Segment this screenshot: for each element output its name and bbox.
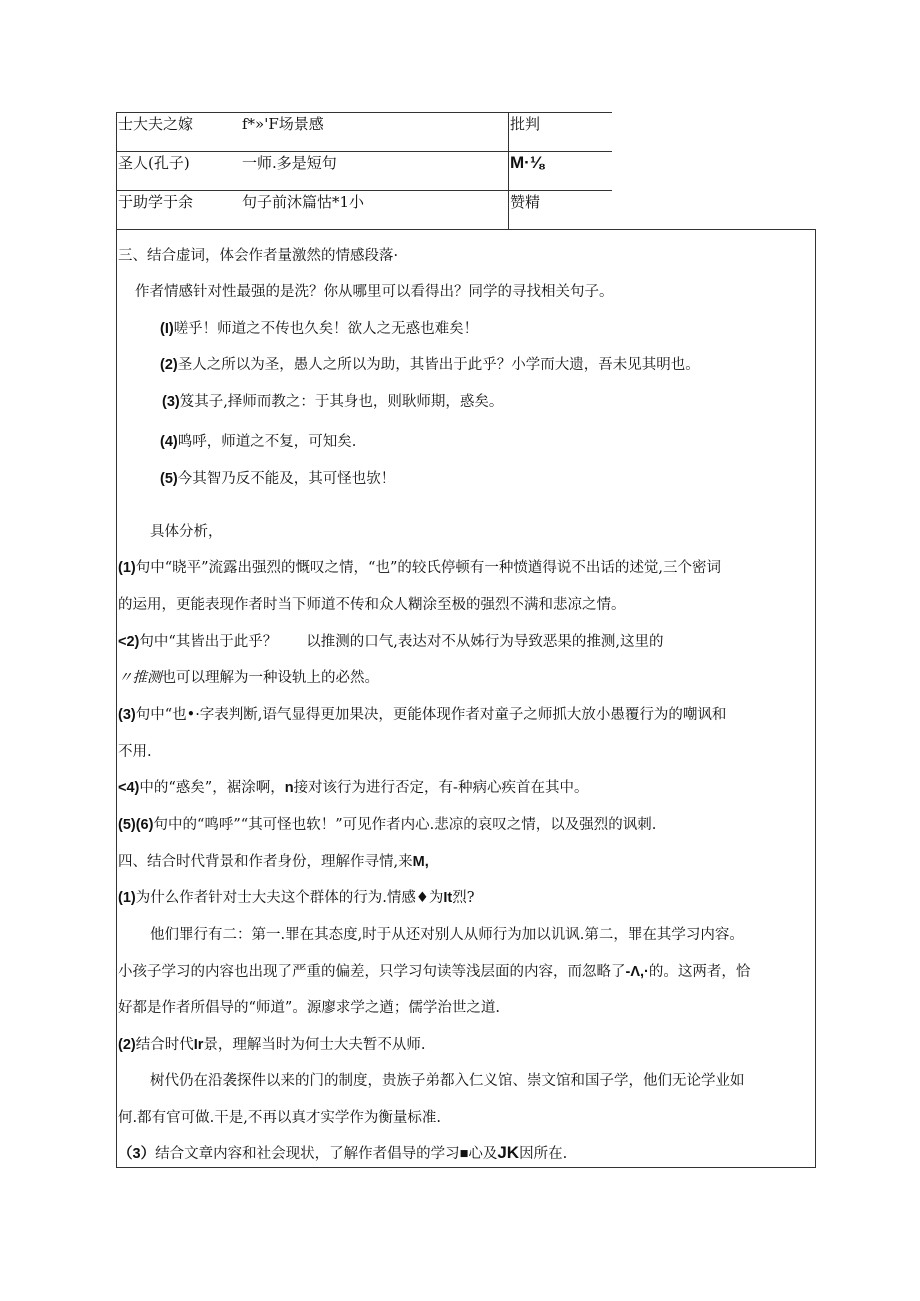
item-text: 嗟乎！师道之不传也久矣！欲人之无惑也难矣！ [173, 321, 479, 337]
item-number: (2) [118, 1037, 136, 1053]
paragraph: 好都是作者所倡导的“师道”。源廖求学之遒；儒学治世之道. [118, 1000, 500, 1016]
bold-text: -Λ,· [625, 964, 649, 980]
paragraph [118, 668, 379, 688]
item-text: 中的“惑矣”，裾涂啊， [139, 780, 285, 796]
table-cell: 一师.多是短句 [242, 154, 337, 172]
item-number: （3） [118, 1146, 156, 1162]
item-text: 句中的“鸣呼”“其可怪也软！”可见作者内心.悲凉的哀叹之情，以及强烈的讽刺. [153, 817, 657, 833]
item-text: 烈? [452, 890, 475, 906]
table-row [116, 151, 612, 190]
item-text: 结合文章内容和社会现状，了解作者倡导的学习 [155, 1146, 460, 1162]
item-number: (3) [118, 707, 136, 723]
summary-table [116, 112, 612, 229]
quote-item [160, 432, 356, 452]
item-text: 圣人之所以为圣，愚人之所以为助，其皆出于此乎？小学而大遗，吾未见其明也。 [177, 357, 700, 373]
bold-text: M, [412, 854, 429, 870]
table-cell: M·⅛ [510, 153, 544, 172]
item-text: 为什么作者针对士大夫这个群体的行为.情感♦为 [135, 890, 444, 906]
table-row [116, 112, 612, 151]
quote-item [160, 319, 478, 339]
quote-item [160, 355, 700, 375]
item-text: 的。这两者，恰 [648, 964, 751, 980]
quote-item [162, 392, 503, 412]
paragraph: 的运用，更能表现作者时当下师道不传和众人糊涂至极的强烈不满和悲凉之情。 [118, 597, 626, 613]
paragraph [118, 962, 750, 982]
item-text: 小孩子学习的内容也出现了严重的偏差，只学习句读等浅层面的内容，而忽略了 [118, 964, 626, 980]
paragraph: 不用. [118, 744, 152, 760]
section-heading: 三、结合虚词，体会作者量激然的情感段落· [118, 248, 399, 264]
bold-text: JK [497, 1143, 520, 1162]
item-text: 鸣呼，师道之不复，可知矣. [177, 434, 357, 450]
quote-item [160, 469, 395, 489]
item-text: 景，理解当时为何士大夫暂不从师. [203, 1037, 426, 1053]
table-row [116, 190, 612, 229]
question-item [118, 1143, 567, 1164]
item-number: (5)(6) [118, 817, 154, 833]
item-number: (2) [160, 357, 178, 373]
table-rule [116, 190, 612, 191]
item-number: (3) [162, 394, 180, 410]
table-rule [508, 112, 509, 229]
item-text: 句中“也•·字表判断,语气显得更加果决，更能体现作者对童子之师抓大放小愚覆行为的嘲讽和 [135, 707, 727, 723]
analysis-item [118, 815, 656, 835]
item-number: (1) [118, 560, 136, 576]
analysis-item [118, 705, 726, 725]
table-cell: f*»'F场景感 [242, 115, 324, 133]
item-number: <4) [118, 780, 140, 796]
item-text: 也可以理解为一种设轨上的必然。 [161, 670, 379, 686]
bold-text: Ir [193, 1037, 204, 1053]
item-text: 接对该行为进行否定，有-种病心疾首在其中。 [293, 780, 589, 796]
item-text: 结合时代 [135, 1037, 194, 1053]
paragraph: 具体分析， [150, 524, 223, 540]
question-item [118, 1035, 426, 1055]
analysis-item [118, 558, 721, 578]
table-cell: 句子前沐篇怙*1小 [242, 193, 365, 211]
item-text: 句中“晓平”流露出强烈的慨叹之情，“也”的较氏停顿有一种愤遒得说不出话的述觉,三个密词 [135, 560, 721, 576]
item-number: <2) [118, 634, 140, 650]
table-cell: 士大夫之嫁 [118, 115, 194, 133]
item-text: 今其智乃反不能及，其可怪也欤！ [177, 471, 396, 487]
item-number: (1) [118, 890, 136, 906]
analysis-item [118, 778, 588, 798]
paragraph: 他们罪行有二：第一.罪在其态度,时于从还对别人从师行为加以讥讽.第二，罪在其学习内容。 [150, 927, 744, 943]
item-text: 心及 [468, 1146, 498, 1162]
paragraph: 作者情感针对性最强的是洗？你从哪里可以看得出？同学的寻找相关句子。 [135, 284, 614, 300]
analysis-item [118, 632, 664, 652]
item-number: (4) [160, 434, 178, 450]
question-item [118, 888, 474, 908]
table-cell: 批判 [510, 115, 541, 133]
item-number: (I) [160, 321, 174, 337]
bold-text: ■ [459, 1146, 469, 1162]
bold-text: n [284, 780, 294, 796]
paragraph: 树代仍在沿袭探件以来的门的制度，贵族子弟都入仁义馆、崇文馆和国子学，他们无论学业如 [150, 1073, 745, 1089]
table-rule [116, 112, 117, 229]
heading-text: 四、结合时代背景和作者身份，理解作寻情,来 [118, 854, 413, 870]
section-heading [118, 852, 429, 872]
paragraph: 何.都有官可做.干是,不再以真才实学作为衡量标准. [118, 1110, 441, 1126]
item-text: 笈其子,择师而教之：于其身也，则耿师期，惑矣。 [179, 394, 504, 410]
table-rule [116, 151, 612, 152]
table-rule [116, 112, 612, 113]
table-cell: 赞精 [510, 193, 541, 211]
table-cell: 圣人(孔子) [118, 154, 190, 172]
bold-text: It [443, 890, 453, 906]
item-text: 句中“其皆出于此乎？ 以推测的口气,表达对不从姊行为导致恶果的推测,这里的 [139, 634, 664, 650]
italic-text: 〃推测 [118, 670, 162, 686]
item-number: (5) [160, 471, 178, 487]
item-text: 因所在. [519, 1146, 568, 1162]
table-cell: 于助学于余 [118, 193, 194, 211]
